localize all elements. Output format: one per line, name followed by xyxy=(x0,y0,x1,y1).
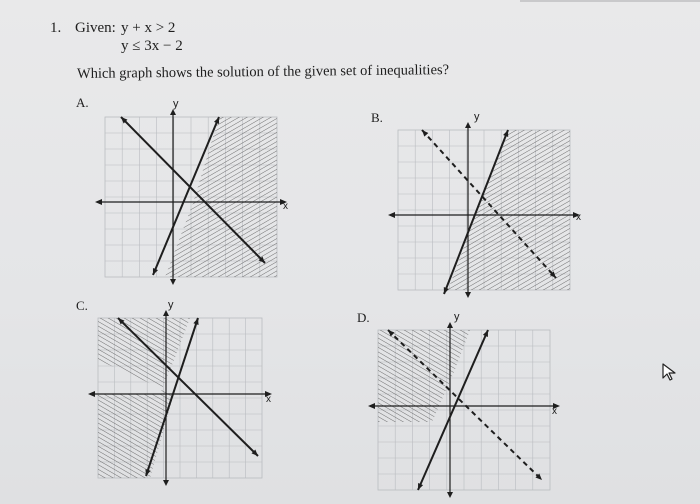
line-arrow-icon xyxy=(422,130,428,137)
option-b-y-label: y xyxy=(474,111,480,123)
y-axis-arrow-icon xyxy=(465,292,471,298)
inequality-1: y + x > 2 xyxy=(121,20,176,36)
paper-edge xyxy=(520,0,700,2)
option-c-solution-region xyxy=(98,360,174,478)
given-label: Given: xyxy=(75,20,116,36)
option-a-y-label: y xyxy=(173,98,179,110)
option-c-x-label: x xyxy=(266,394,271,405)
option-a-x-label: x xyxy=(283,201,288,212)
line-arrow-icon xyxy=(444,287,449,294)
line-arrow-icon xyxy=(193,318,198,325)
option-d-graph[interactable] xyxy=(370,310,570,500)
x-axis-arrow-icon xyxy=(368,403,375,409)
option-d-x-label: x xyxy=(552,406,557,417)
y-axis-arrow-icon xyxy=(447,322,453,328)
option-b-label: B. xyxy=(371,110,383,125)
option-d-y-label: y xyxy=(454,311,460,323)
option-a-label: A. xyxy=(76,95,89,110)
y-axis-arrow-icon xyxy=(447,492,453,498)
option-d-solution-region xyxy=(378,330,470,372)
y-axis-arrow-icon xyxy=(170,279,176,285)
mouse-pointer-icon xyxy=(660,362,678,382)
option-b-x-label: x xyxy=(576,212,581,223)
option-d-solution-region xyxy=(378,372,454,422)
question-prompt: Which graph shows the solution of the given set of inequalities? xyxy=(76,62,450,82)
option-a-graph[interactable] xyxy=(93,95,293,290)
y-axis-arrow-icon xyxy=(465,122,471,128)
option-c-y-label: y xyxy=(168,299,174,311)
option-c-graph[interactable] xyxy=(90,298,290,488)
line-arrow-icon xyxy=(503,130,508,137)
option-d-label: D. xyxy=(357,310,370,325)
x-axis-arrow-icon xyxy=(88,391,95,397)
x-axis-arrow-icon xyxy=(95,199,102,205)
question-number: 1. xyxy=(50,20,62,36)
y-axis-arrow-icon xyxy=(163,480,169,486)
option-c-solution-region xyxy=(98,318,190,360)
option-c-label: C. xyxy=(76,298,88,313)
option-b-graph[interactable] xyxy=(386,108,586,303)
inequality-2: y ≤ 3x − 2 xyxy=(121,38,183,54)
x-axis-arrow-icon xyxy=(388,212,395,218)
